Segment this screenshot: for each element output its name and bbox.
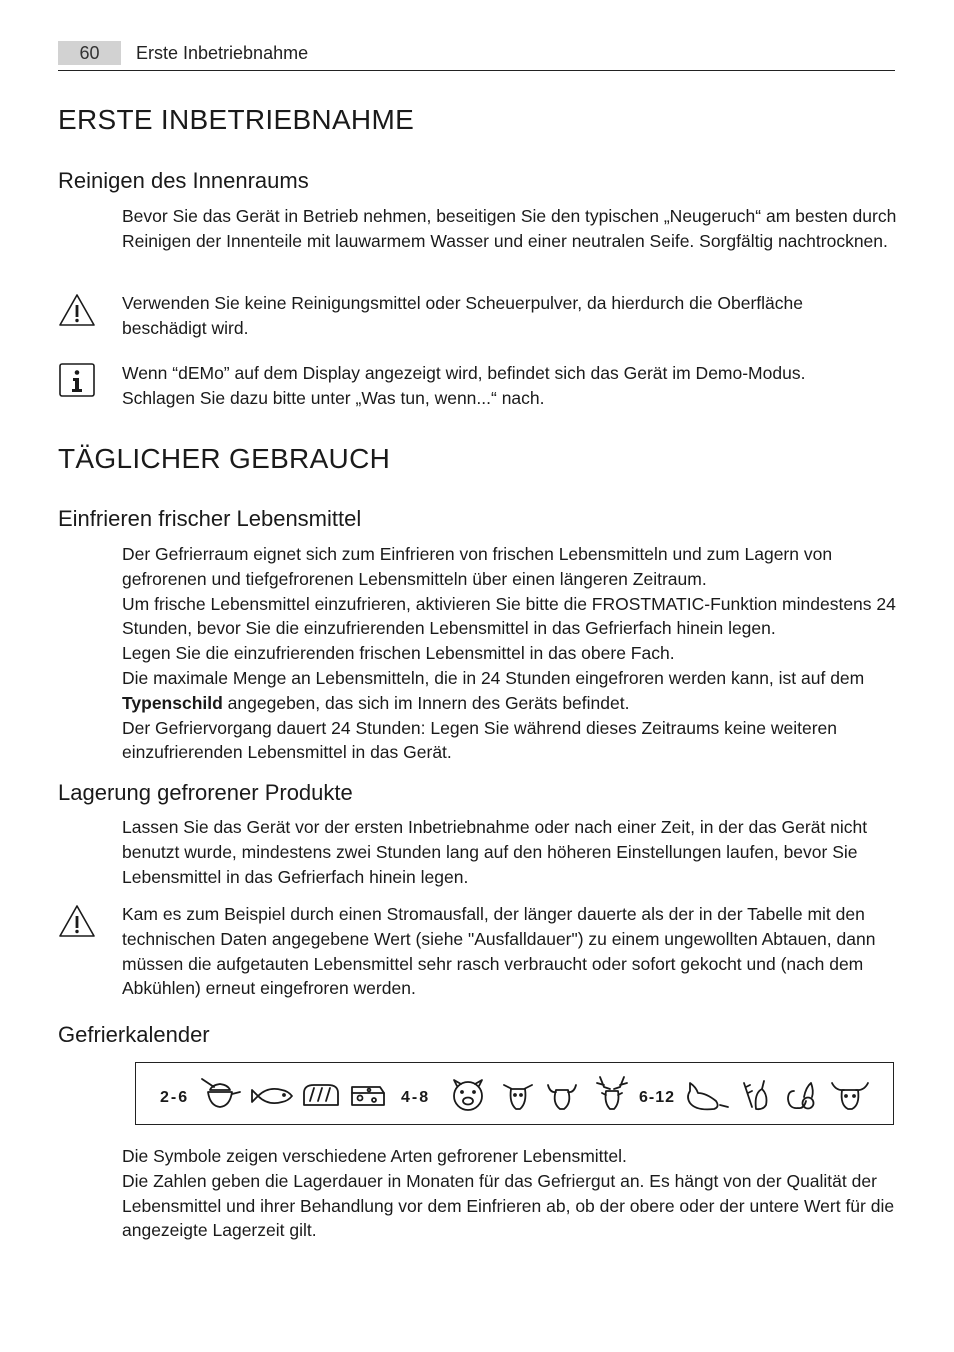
pig-icon [454, 1080, 482, 1110]
freezing-paragraph-4-end: angegeben, das sich im Innern des Geräts befindet. [222, 692, 630, 713]
info-icon [58, 362, 96, 398]
freezing-paragraph-4 [122, 666, 897, 716]
calf-icon [504, 1085, 532, 1109]
cheese-icon [352, 1087, 384, 1105]
warning-icon [58, 903, 96, 939]
freezing-paragraph-3: Legen Sie die einzufrierenden frischen Lebensmittel in das obere Fach. [122, 643, 675, 664]
storage-paragraph: Lassen Sie das Gerät vor der ersten Inbetriebnahme oder nach einer Zeit, in der das Gerät nicht benutzt wurde, mindestens zwei Stunden lang auf den höheren Einstellungen laufen, bevor Sie Lebensmittel in das Gefrierfach hinein legen. [122, 817, 868, 887]
cleaning-paragraph: Bevor Sie das Gerät in Betrieb nehmen, beseitigen Sie den typischen „Neugeruch“ am besten durch Reinigen der Innenteile mit lauwarmem Wasser und einer neutralen Seife. Sorgfältig nachtrocknen. [122, 206, 897, 251]
deer-icon [597, 1077, 627, 1109]
sheep-icon [548, 1085, 576, 1109]
storage-warning-text: Kam es zum Beispiel durch einen Stromausfall, der länger dauerte als der in der Tabelle mit den technischen Daten angegebene Wert (siehe "Ausfalldauer") zu einem ungewollten Abtauen, dann müssen die aufgetauten Lebensmittel sehr rasch verbraucht oder sofort gekocht und (nach dem Abkühlen) erneut eingefroren werden. [122, 904, 876, 999]
pot-icon [202, 1079, 240, 1107]
calendar-paragraph-1: Die Symbole zeigen verschiedene Arten gefrorener Lebensmittel. [122, 1146, 627, 1166]
fish-icon [252, 1089, 292, 1103]
freezing-text [122, 542, 897, 765]
storage-range-label: 2-6 [160, 1089, 190, 1106]
calendar-paragraph-2: Die Zahlen geben die Lagerdauer in Monaten für das Gefriergut an. Es hängt von der Qualität der Lebensmittel und ihrer Behandlung vor dem Einfrieren ab, ob der obere oder der untere Wert für die angezeigte Lagerzeit gilt. [122, 1170, 895, 1241]
heading-freezing: Einfrieren frischer Lebensmittel [58, 506, 362, 531]
freezing-paragraph-4-start: Die maximale Menge an Lebensmitteln, die in 24 Stunden eingefroren werden kann, ist auf dem [122, 667, 865, 688]
freezing-paragraph-1: Der Gefrierraum eignet sich zum Einfrieren von frischen Lebensmitteln und zum Lagern von gefrorenen und tiefgefrorenen Lebensmitteln über einen längeren Zeitraum. [122, 544, 833, 589]
section-title-daily-use: TÄGLICHER GEBRAUCH [58, 443, 391, 474]
bread-icon [304, 1085, 338, 1105]
heading-cleaning: Reinigen des Innenraums [58, 168, 309, 193]
warning-icon [58, 292, 96, 328]
freezing-paragraph-2: Um frische Lebensmittel einzufrieren, aktivieren Sie bitte die FROSTMATIC-Funktion mindestens 24 Stunden, bevor Sie die einzufrierenden Lebensmittel in das Gefrierfach hinein legen. [122, 593, 896, 639]
storage-range-label: 4-8 [401, 1089, 431, 1106]
cattle-icon [832, 1083, 868, 1109]
vegetable-icon [744, 1081, 767, 1109]
heading-storage: Lagerung gefrorener Produkte [58, 780, 353, 805]
cleaning-warning-text: Verwenden Sie keine Reinigungsmittel oder Scheuerpulver, da hierdurch die Oberfläche beschädigt wird. [122, 293, 803, 338]
running-title: Erste Inbetriebnahme [136, 43, 309, 63]
poultry-icon [688, 1083, 728, 1109]
freezing-paragraph-5: Der Gefriervorgang dauert 24 Stunden: Legen Sie während dieses Zeitraums keine weiteren einzufrierenden Lebensmittel in das Gerät. [122, 717, 837, 763]
calendar-explanation [122, 1144, 897, 1243]
section-title-first-use: ERSTE INBETRIEBNAHME [58, 104, 415, 135]
page-header [58, 40, 895, 71]
demo-mode-info-text: Wenn “dEMo” auf dem Display angezeigt wird, befindet sich das Gerät im Demo-Modus. Schlagen Sie dazu bitte unter „Was tun, wenn...“ nach. [122, 363, 806, 408]
rating-plate-term: Typenschild [122, 692, 223, 713]
storage-range-label: 6-12 [639, 1089, 676, 1106]
heading-freezing-calendar: Gefrierkalender [58, 1022, 210, 1047]
fruit-icon [788, 1083, 814, 1109]
freezing-calendar-chart [135, 1062, 894, 1125]
page-number: 60 [58, 41, 121, 65]
